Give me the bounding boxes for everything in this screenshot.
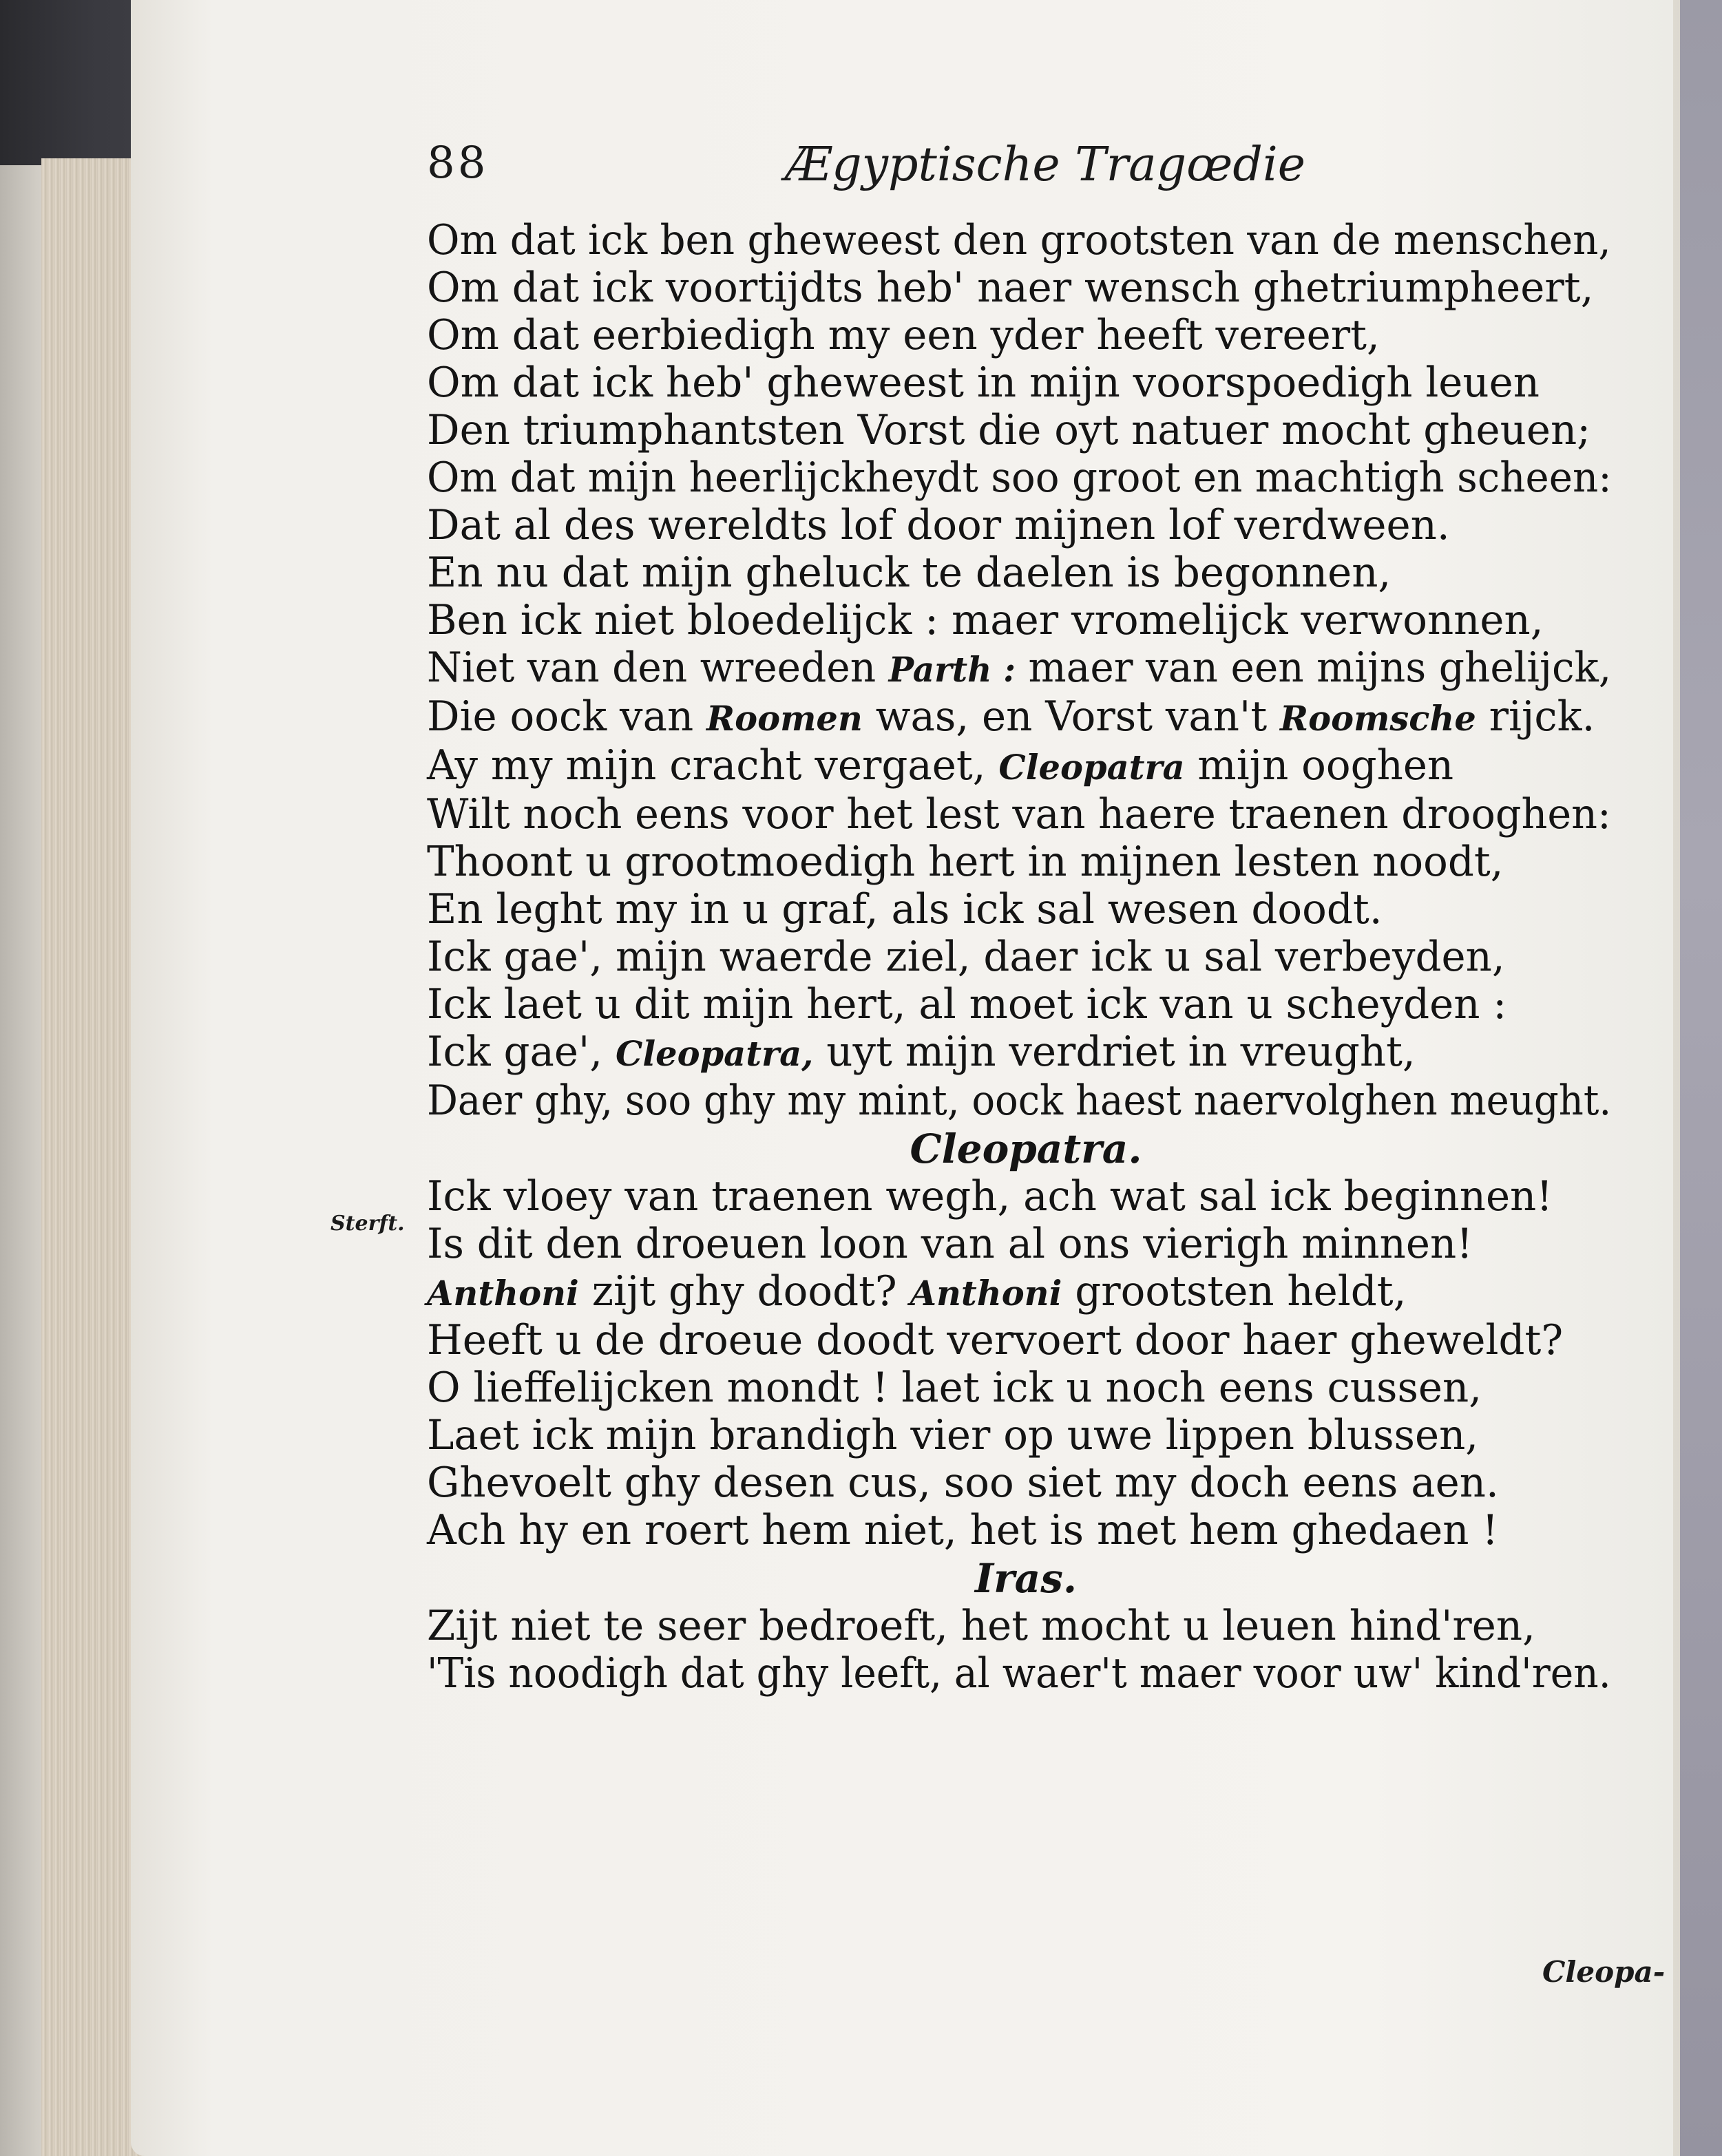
verse-line: Daer ghy, soo ghy my mint, oock haest naervolghen meught. (427, 1077, 1612, 1125)
verse-line: En nu dat mijn gheluck te daelen is begonnen, (427, 549, 1392, 597)
verse-line: Dat al des wereldts lof door mijnen lof verdween. (427, 501, 1450, 549)
page-header (427, 138, 1529, 213)
verse-line: Heeft u de droeue doodt vervoert door haer gheweldt? (427, 1316, 1564, 1364)
speaker-heading: Cleopatra. (910, 1125, 1142, 1172)
verse-text-run: Ay my mijn cracht vergaet, (427, 741, 999, 790)
verse-text-run: zijt ghy doodt? (578, 1267, 910, 1315)
verse-text-run: Die oock van (427, 693, 707, 741)
verse-line: Thoont u grootmoedigh hert in mijnen lesten noodt, (427, 838, 1504, 886)
verse-line: O lieffelijcken mondt ! laet ick u noch eens cussen, (427, 1364, 1482, 1412)
verse-line (427, 644, 1612, 693)
verse-line: Ach hy en roert hem niet, het is met hem ghedaen ! (427, 1506, 1499, 1554)
speaker-heading: Iras. (974, 1555, 1078, 1602)
verse-line: Ick vloey van traenen wegh, ach wat sal ick beginnen! (427, 1172, 1553, 1220)
running-title: Ægyptische Tragœdie (785, 138, 1305, 192)
italic-name: Parth : (888, 649, 1016, 690)
italic-name: Anthoni (427, 1273, 579, 1313)
verse-line: Om dat ick heb' gheweest in mijn voorspoedigh leuen (427, 359, 1540, 407)
verse-line: Om dat eerbiedigh my een yder heeft vereert, (427, 311, 1380, 359)
verse-line: Om dat mijn heerlijckheydt soo groot en machtigh scheen: (427, 454, 1612, 502)
verse-line: 'Tis noodigh dat ghy leeft, al waer't maer voor uw' kind'ren. (427, 1649, 1611, 1698)
verse-text-run: grootsten heldt, (1062, 1267, 1407, 1315)
page-number: 88 (427, 138, 489, 189)
verse-line (427, 1028, 1612, 1077)
italic-name: Cleopatra, (616, 1033, 814, 1074)
verse-line: Ghevoelt ghy desen cus, soo siet my doch eens aen. (427, 1459, 1499, 1507)
verse-line: Ben ick niet bloedelijck : maer vromelijck verwonnen, (427, 596, 1544, 644)
italic-name: Roomsche (1280, 698, 1476, 739)
verse-line: Ick laet u dit mijn hert, al moet ick van u scheyden : (427, 980, 1507, 1028)
stage-direction: Sterft. (330, 1212, 405, 1236)
verse-line: Is dit den droeuen loon van al ons vierigh minnen! (427, 1220, 1473, 1268)
verse-text-run: Niet van den wreeden (427, 644, 889, 692)
italic-name: Roomen (706, 698, 863, 739)
italic-name: Cleopatra (998, 747, 1185, 788)
verse-text (427, 217, 1625, 1698)
verse-line: Ick gae', mijn waerde ziel, daer ick u sal verbeyden, (427, 933, 1505, 981)
verse-line: Wilt noch eens voor het lest van haere traenen drooghen: (427, 790, 1611, 838)
verse-line: Den triumphantsten Vorst die oyt natuer mocht gheuen; (427, 406, 1591, 454)
verse-line: Zijt niet te seer bedroeft, het mocht u leuen hind'ren, (427, 1602, 1535, 1650)
verse-line: Om dat ick voortijdts heb' naer wensch ghetriumpheert, (427, 264, 1594, 312)
verse-line: Om dat ick ben gheweest den grootsten van de menschen, (427, 216, 1611, 264)
verse-line: Laet ick mijn brandigh vier op uwe lippen blussen, (427, 1411, 1479, 1459)
verse-line (427, 693, 1612, 742)
verse-text-run: uyt mijn verdriet in vreught, (813, 1028, 1416, 1076)
verse-line: En leght my in u graf, als ick sal wesen doodt. (427, 885, 1383, 933)
italic-name: Anthoni (910, 1273, 1062, 1313)
verse-text-run: mijn ooghen (1184, 741, 1454, 790)
catchword: Cleopa- (1542, 1955, 1666, 1989)
verse-text-run: maer van een mijns ghelijck, (1016, 644, 1612, 692)
verse-line (427, 1268, 1612, 1317)
verse-text-run: Ick gae', (427, 1028, 616, 1076)
verse-text-run: rijck. (1476, 693, 1595, 741)
verse-line (427, 742, 1612, 791)
verse-text-run: was, en Vorst van't (862, 693, 1281, 741)
